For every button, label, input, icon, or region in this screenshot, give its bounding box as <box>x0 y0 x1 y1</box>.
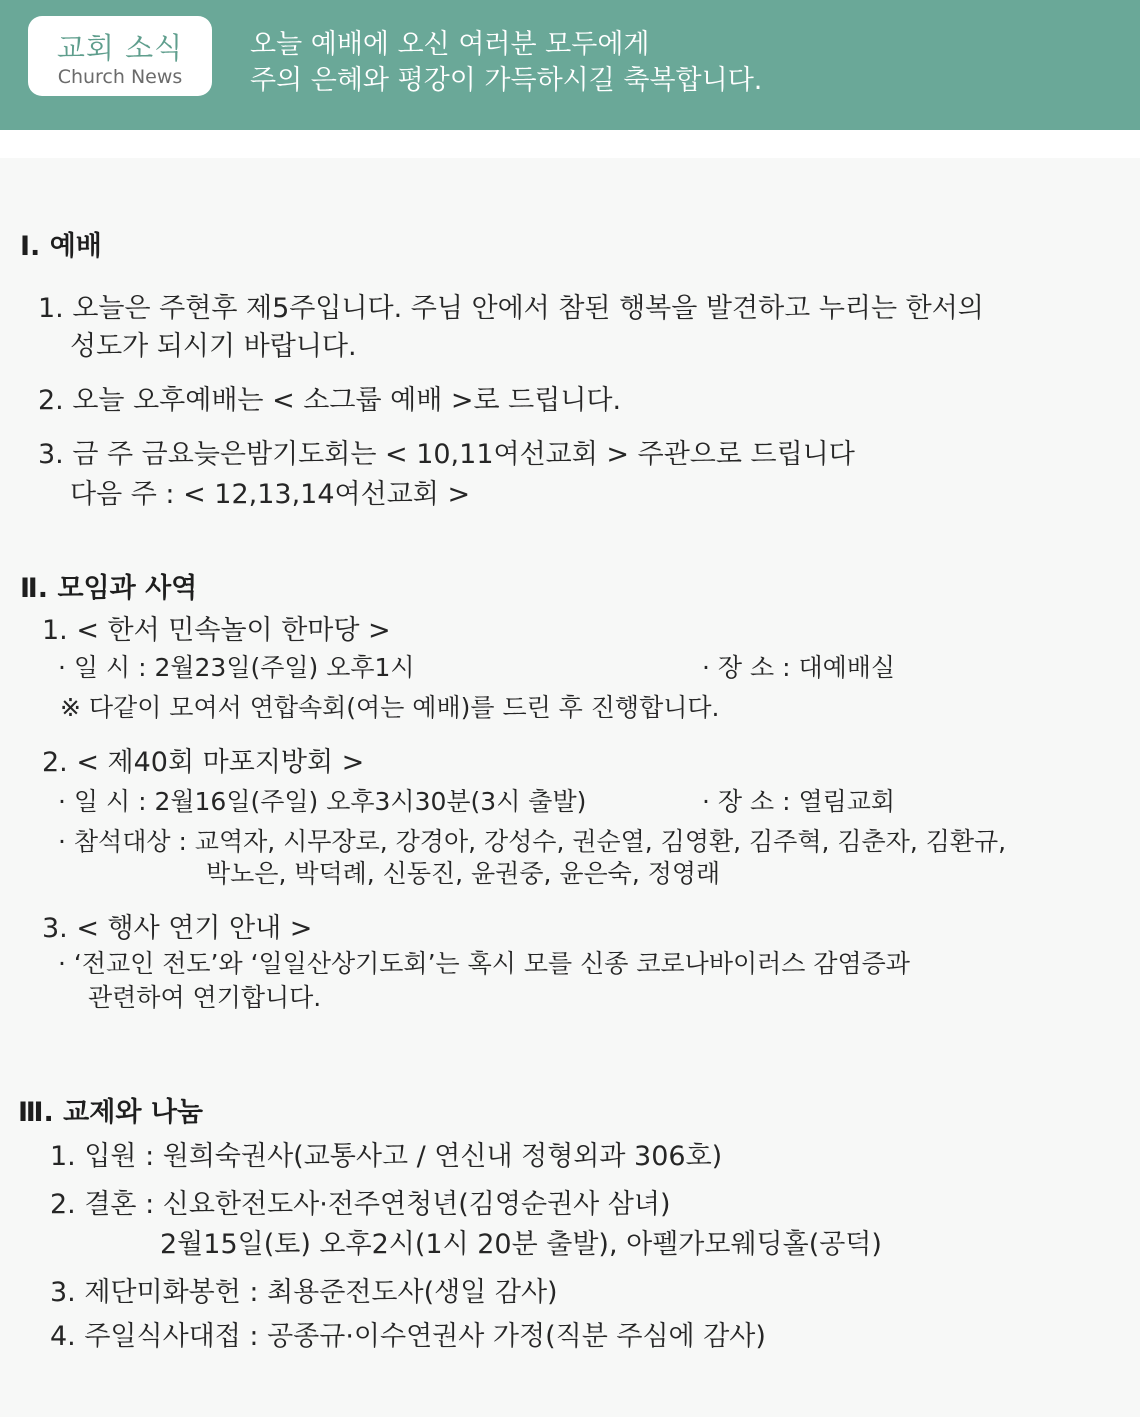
fellowship-item-1: 1. 입원 : 원희숙권사(교통사고 / 연신내 정형외과 306호) <box>50 1141 723 1172</box>
section-title-fellowship: Ⅲ. 교제와 나눔 <box>18 1097 203 1128</box>
meeting-1-date: · 일 시 : 2월23일(주일) 오후1시 <box>58 653 415 682</box>
worship-item-2: 2. 오늘 오후예배는 < 소그룹 예배 >로 드립니다. <box>38 385 622 416</box>
meeting-2-place: · 장 소 : 열림교회 <box>702 787 896 816</box>
fellowship-item-3: 3. 제단미화봉헌 : 최용준전도사(생일 감사) <box>50 1277 558 1308</box>
worship-item-3-cont: 다음 주 : < 12,13,14여선교회 > <box>70 479 471 510</box>
meeting-2-date: · 일 시 : 2월16일(주일) 오후3시30분(3시 출발) <box>58 787 587 816</box>
section-title-meetings: Ⅱ. 모임과 사역 <box>20 573 198 604</box>
fellowship-item-2-cont: 2월15일(토) 오후2시(1시 20분 출발), 아펠가모웨딩홀(공덕) <box>160 1229 882 1260</box>
section-title-worship: Ⅰ. 예배 <box>20 231 102 262</box>
fellowship-item-2: 2. 결혼 : 신요한전도사·전주연청년(김영순권사 삼녀) <box>50 1189 671 1220</box>
fellowship-item-4: 4. 주일식사대접 : 공종규·이수연권사 가정(직분 주심에 감사) <box>50 1321 766 1352</box>
meeting-item-2: 2. < 제40회 마포지방회 > <box>42 747 365 778</box>
meeting-item-3: 3. < 행사 연기 안내 > <box>42 913 313 944</box>
badge-title-en: Church News <box>57 66 183 88</box>
worship-item-3: 3. 금 주 금요늦은밤기도회는 < 10,11여선교회 > 주관으로 드립니다 <box>38 439 855 470</box>
greeting-line-1: 오늘 예배에 오신 여러분 모두에게 <box>250 29 650 60</box>
meeting-3-desc: · ‘전교인 전도’와 ‘일일산상기도회’는 혹시 모를 신종 코로나바이러스 감염증과 <box>58 949 910 978</box>
worship-item-1-cont: 성도가 되시기 바랍니다. <box>70 331 357 362</box>
worship-item-1: 1. 오늘은 주현후 제5주입니다. 주님 안에서 참된 행복을 발견하고 누리는 한서의 <box>38 293 984 324</box>
meeting-2-attendees: · 참석대상 : 교역자, 시무장로, 강경아, 강성수, 권순열, 김영환, 김주혁, 김춘자, 김환규, <box>58 827 1007 856</box>
greeting-line-2: 주의 은혜와 평강이 가득하시길 축복합니다. <box>250 65 763 96</box>
church-news-badge <box>28 16 212 96</box>
meeting-item-1: 1. < 한서 민속놀이 한마당 > <box>42 615 391 646</box>
badge-title-ko: 교회 소식 <box>56 31 184 65</box>
meeting-1-note: ※ 다같이 모여서 연합속회(여는 예배)를 드린 후 진행합니다. <box>60 693 720 722</box>
header-banner <box>0 0 1140 130</box>
meeting-1-place: · 장 소 : 대예배실 <box>702 653 896 682</box>
meeting-2-attendees-cont: 박노은, 박덕례, 신동진, 윤권중, 윤은숙, 정영래 <box>206 859 721 888</box>
header-divider <box>0 130 1140 158</box>
meeting-3-desc-cont: 관련하여 연기합니다. <box>88 983 322 1012</box>
